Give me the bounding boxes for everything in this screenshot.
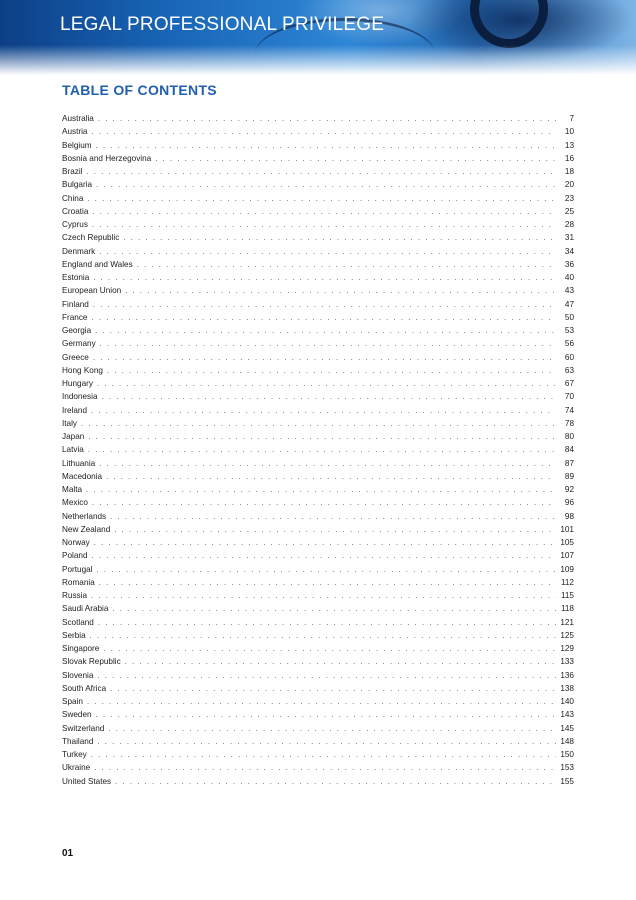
toc-entry-name: Japan — [62, 432, 85, 441]
toc-entry-name: Spain — [62, 697, 83, 706]
toc-leader-dots — [103, 642, 556, 655]
toc-leader-dots — [87, 695, 556, 708]
toc-entry[interactable] — [62, 112, 574, 125]
toc-leader-dots — [99, 245, 556, 258]
toc-entry-name: Poland — [62, 551, 88, 561]
toc-entry[interactable] — [62, 218, 574, 231]
toc-leader-dots — [97, 563, 557, 576]
toc-entry-name: Russia — [62, 591, 88, 600]
toc-entry-name: France — [62, 312, 88, 322]
toc-entry-page: 80 — [564, 432, 574, 441]
toc-entry[interactable] — [62, 231, 574, 244]
banner-decoration — [470, 0, 548, 48]
toc-entry-name: Bulgaria — [62, 180, 93, 190]
toc-entry[interactable] — [62, 602, 574, 615]
toc-entry[interactable] — [62, 722, 574, 735]
toc-leader-dots — [91, 311, 556, 324]
toc-entry[interactable] — [62, 271, 574, 284]
toc-entry[interactable] — [62, 390, 574, 403]
toc-leader-dots — [98, 112, 556, 125]
toc-leader-dots — [96, 708, 556, 721]
toc-entry-name: Serbia — [62, 630, 86, 640]
toc-entry-name: Malta — [62, 485, 83, 494]
toc-entry-page: 155 — [560, 776, 574, 786]
toc-entry-page: 107 — [560, 551, 574, 561]
toc-entry[interactable] — [62, 523, 574, 536]
toc-entry-name: Saudi Arabia — [62, 604, 109, 614]
toc-leader-dots — [125, 655, 556, 668]
toc-entry-name: Italy — [62, 418, 78, 428]
toc-leader-dots — [97, 735, 556, 748]
toc-entry-page: 115 — [560, 591, 574, 600]
toc-entry[interactable] — [62, 430, 574, 443]
toc-entry-page: 53 — [564, 326, 574, 335]
toc-entry[interactable] — [62, 708, 574, 721]
toc-leader-dots — [155, 152, 556, 165]
toc-entry-name: Austria — [62, 127, 88, 137]
toc-entry-page: 125 — [560, 630, 574, 640]
toc-entry[interactable] — [62, 311, 574, 324]
toc-entry[interactable] — [62, 337, 574, 350]
toc-entry-page: 25 — [564, 206, 574, 216]
toc-entry-page: 28 — [564, 220, 574, 229]
toc-leader-dots — [100, 337, 556, 350]
toc-entry-name: Belgium — [62, 140, 92, 150]
toc-leader-dots — [86, 483, 556, 496]
toc-entry-name: Switzerland — [62, 723, 105, 733]
toc-entry-name: Denmark — [62, 246, 96, 256]
toc-leader-dots — [90, 629, 556, 642]
toc-entry-page: 10 — [564, 127, 574, 137]
toc-entry[interactable] — [62, 324, 574, 337]
toc-entry-page: 36 — [564, 259, 574, 269]
toc-entry[interactable] — [62, 695, 574, 708]
toc-entry[interactable] — [62, 351, 574, 364]
toc-entry[interactable] — [62, 125, 574, 138]
toc-entry[interactable] — [62, 377, 574, 390]
toc-entry-name: Ireland — [62, 405, 88, 415]
toc-entry-name: Portugal — [62, 564, 93, 574]
toc-leader-dots — [94, 761, 556, 774]
toc-leader-dots — [88, 430, 556, 443]
toc-entry-page: 60 — [564, 352, 574, 362]
toc-entry-page: 50 — [564, 312, 574, 322]
toc-list — [62, 112, 574, 788]
toc-entry-page: 145 — [560, 723, 574, 733]
toc-entry-page: 43 — [564, 286, 574, 296]
toc-entry-name: Estonia — [62, 273, 90, 282]
toc-leader-dots — [91, 125, 556, 138]
toc-entry-page: 7 — [569, 114, 574, 123]
toc-entry[interactable] — [62, 563, 574, 576]
toc-entry-page: 23 — [564, 193, 574, 203]
toc-leader-dots — [93, 271, 556, 284]
header-banner — [0, 0, 636, 75]
toc-leader-dots — [102, 390, 556, 403]
toc-entry[interactable] — [62, 470, 574, 483]
toc-entry-page: 40 — [564, 273, 574, 282]
toc-entry-name: Germany — [62, 339, 96, 349]
toc-entry[interactable] — [62, 417, 574, 430]
toc-entry-page: 121 — [560, 617, 574, 627]
toc-entry[interactable] — [62, 775, 574, 788]
toc-entry[interactable] — [62, 510, 574, 523]
toc-entry-page: 89 — [564, 471, 574, 481]
toc-entry[interactable] — [62, 682, 574, 695]
toc-entry[interactable] — [62, 205, 574, 218]
toc-entry[interactable] — [62, 483, 574, 496]
toc-leader-dots — [125, 284, 556, 297]
toc-entry[interactable] — [62, 748, 574, 761]
toc-leader-dots — [98, 616, 556, 629]
toc-entry-name: Hungary — [62, 379, 93, 388]
toc-entry-page: 133 — [560, 657, 574, 667]
toc-entry[interactable] — [62, 536, 574, 549]
toc-leader-dots — [93, 298, 556, 311]
toc-leader-dots — [88, 443, 556, 456]
page-number: 01 — [62, 848, 74, 859]
toc-entry-name: Cyprus — [62, 220, 88, 229]
toc-entry-page: 20 — [564, 180, 574, 190]
toc-entry-name: Indonesia — [62, 392, 98, 402]
toc-entry[interactable] — [62, 669, 574, 682]
toc-leader-dots — [91, 589, 556, 602]
toc-entry[interactable] — [62, 589, 574, 602]
toc-leader-dots — [92, 549, 557, 562]
toc-leader-dots — [108, 722, 556, 735]
toc-entry-name: South Africa — [62, 683, 107, 693]
toc-leader-dots — [92, 496, 556, 509]
toc-entry-name: Slovenia — [62, 670, 94, 680]
toc-entry-page: 96 — [564, 498, 574, 508]
toc-leader-dots — [115, 775, 556, 788]
toc-entry-name: Latvia — [62, 445, 84, 455]
toc-entry[interactable] — [62, 457, 574, 470]
toc-entry[interactable] — [62, 258, 574, 271]
toc-leader-dots — [137, 258, 556, 271]
toc-entry-page: 109 — [560, 564, 574, 574]
toc-entry-name: Slovak Republic — [62, 657, 121, 667]
toc-entry-name: Croatia — [62, 206, 89, 216]
toc-entry[interactable] — [62, 364, 574, 377]
toc-entry-name: Singapore — [62, 644, 100, 653]
toc-entry-page: 98 — [564, 511, 574, 521]
toc-entry-page: 101 — [560, 524, 574, 534]
document-title: LEGAL PROFESSIONAL PRIVILEGE — [60, 14, 385, 35]
toc-entry-page: 105 — [560, 538, 574, 547]
toc-leader-dots — [96, 178, 556, 191]
toc-entry-page: 78 — [564, 418, 574, 428]
toc-leader-dots — [114, 523, 556, 536]
toc-entry-name: New Zealand — [62, 524, 111, 534]
toc-entry[interactable] — [62, 616, 574, 629]
toc-leader-dots — [95, 324, 556, 337]
toc-leader-dots — [91, 748, 556, 761]
toc-entry-page: 143 — [560, 710, 574, 720]
toc-entry-name: European Union — [62, 286, 122, 296]
toc-entry-name: Romania — [62, 577, 95, 587]
toc-entry-page: 140 — [560, 697, 574, 706]
toc-entry[interactable] — [62, 404, 574, 417]
toc-leader-dots — [91, 404, 556, 417]
toc-entry-page: 16 — [564, 153, 574, 163]
toc-entry-name: Georgia — [62, 326, 92, 335]
toc-leader-dots — [92, 218, 556, 231]
toc-entry-page: 118 — [560, 604, 574, 614]
toc-entry-name: Macedonia — [62, 471, 103, 481]
toc-entry[interactable] — [62, 549, 574, 562]
toc-leader-dots — [107, 364, 556, 377]
toc-entry-name: Netherlands — [62, 511, 107, 521]
toc-entry-page: 74 — [564, 405, 574, 415]
toc-entry[interactable] — [62, 165, 574, 178]
toc-entry-page: 87 — [564, 458, 574, 468]
toc-entry-name: Finland — [62, 299, 89, 309]
toc-entry-name: Brazil — [62, 167, 83, 176]
toc-entry[interactable] — [62, 245, 574, 258]
toc-entry-name: United States — [62, 776, 112, 786]
toc-entry[interactable] — [62, 629, 574, 642]
toc-entry-name: Australia — [62, 114, 94, 123]
toc-entry-name: Lithuania — [62, 458, 96, 468]
toc-entry-page: 138 — [560, 683, 574, 693]
toc-entry-page: 150 — [560, 750, 574, 759]
toc-leader-dots — [110, 682, 556, 695]
toc-leader-dots — [97, 377, 556, 390]
toc-leader-dots — [87, 192, 556, 205]
toc-entry-page: 153 — [560, 763, 574, 773]
toc-leader-dots — [81, 417, 556, 430]
toc-entry[interactable] — [62, 642, 574, 655]
toc-leader-dots — [94, 536, 556, 549]
toc-leader-dots — [99, 576, 556, 589]
toc-leader-dots — [96, 139, 556, 152]
toc-entry-page: 31 — [564, 233, 574, 243]
toc-entry[interactable] — [62, 496, 574, 509]
toc-leader-dots — [99, 457, 556, 470]
toc-entry-name: Hong Kong — [62, 365, 103, 375]
toc-entry-page: 18 — [564, 167, 574, 176]
toc-entry-name: Greece — [62, 352, 89, 362]
toc-entry-page: 112 — [560, 577, 574, 587]
toc-entry[interactable] — [62, 178, 574, 191]
toc-entry-page: 47 — [564, 299, 574, 309]
toc-entry[interactable] — [62, 655, 574, 668]
toc-entry[interactable] — [62, 735, 574, 748]
toc-entry-page: 136 — [560, 670, 574, 680]
toc-entry-page: 84 — [564, 445, 574, 455]
toc-leader-dots — [97, 669, 556, 682]
toc-entry-name: Norway — [62, 538, 90, 547]
toc-entry-name: England and Wales — [62, 259, 133, 269]
toc-entry[interactable] — [62, 761, 574, 774]
toc-entry-page: 129 — [560, 644, 574, 653]
toc-entry-name: Bosnia and Herzegovina — [62, 153, 152, 163]
toc-entry-name: Ukraine — [62, 763, 91, 773]
toc-entry[interactable] — [62, 192, 574, 205]
toc-entry-page: 67 — [564, 379, 574, 388]
toc-entry[interactable] — [62, 443, 574, 456]
toc-entry-name: China — [62, 193, 84, 203]
toc-entry-page: 34 — [564, 246, 574, 256]
toc-leader-dots — [86, 165, 556, 178]
toc-entry-name: Turkey — [62, 750, 87, 759]
toc-entry-page: 56 — [564, 339, 574, 349]
toc-entry-name: Czech Republic — [62, 233, 120, 243]
toc-entry[interactable] — [62, 284, 574, 297]
toc-entry-page: 70 — [564, 392, 574, 402]
toc-entry[interactable] — [62, 152, 574, 165]
toc-heading: TABLE OF CONTENTS — [62, 82, 217, 98]
toc-entry-page: 63 — [564, 365, 574, 375]
toc-entry-name: Sweden — [62, 710, 92, 720]
toc-leader-dots — [92, 205, 556, 218]
toc-leader-dots — [110, 510, 556, 523]
toc-leader-dots — [123, 231, 556, 244]
toc-entry[interactable] — [62, 139, 574, 152]
toc-entry-name: Scotland — [62, 617, 94, 627]
toc-leader-dots — [93, 351, 556, 364]
toc-entry-page: 92 — [564, 485, 574, 494]
toc-entry[interactable] — [62, 576, 574, 589]
toc-leader-dots — [112, 602, 556, 615]
toc-leader-dots — [106, 470, 556, 483]
toc-entry-page: 13 — [564, 140, 574, 150]
toc-entry-name: Mexico — [62, 498, 88, 508]
toc-entry-page: 148 — [560, 736, 574, 746]
toc-entry[interactable] — [62, 298, 574, 311]
toc-entry-name: Thailand — [62, 736, 94, 746]
